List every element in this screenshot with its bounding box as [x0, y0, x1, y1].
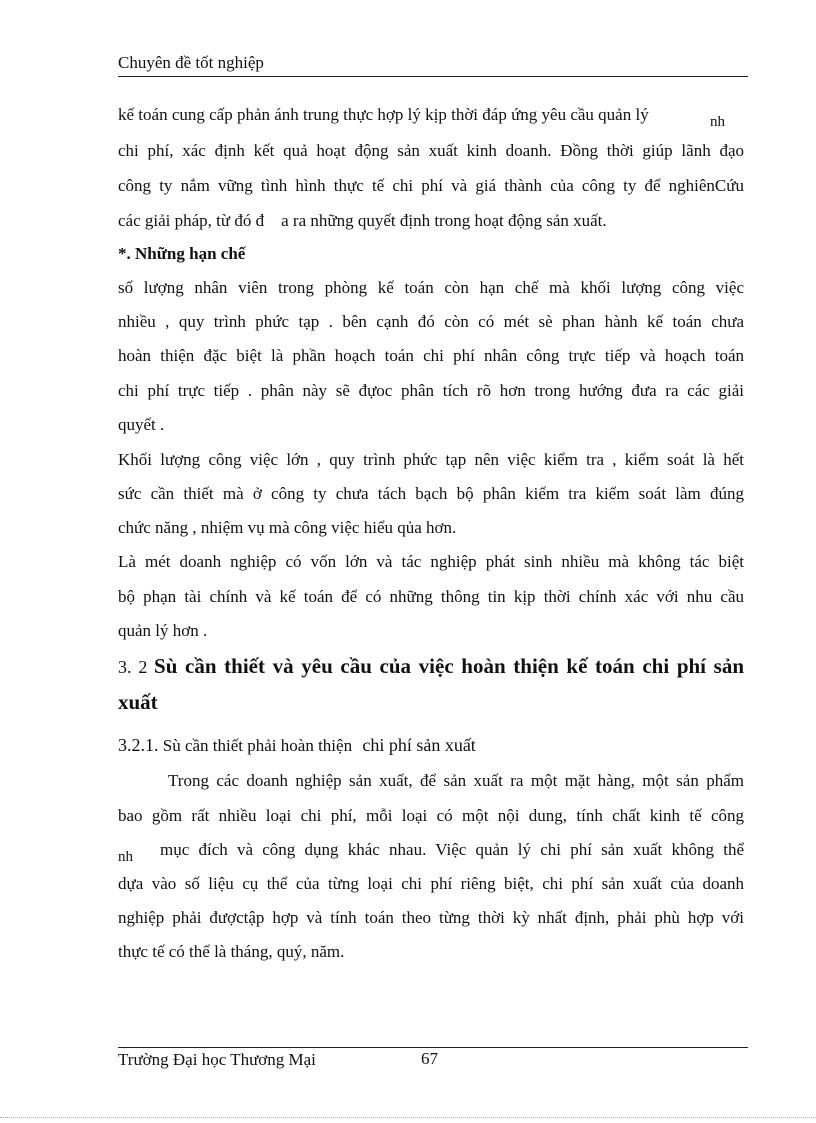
- text-span: kế toán cung cấp phản ánh trung thực hợp lý kịp thời đáp ứng yêu cầu quản lý: [118, 105, 649, 124]
- subsection-number: 3.2.1.: [118, 735, 159, 755]
- text-line: các giải pháp, từ đó đ a ra những quyết định trong hoạt động sản xuất.: [118, 211, 607, 230]
- text-line: mục đích và công dụng khác nhau. Việc quản lý chi phí sản xuất không thể: [160, 840, 744, 859]
- text-line: chi phí, xác định kết quả hoạt động sản xuất kinh doanh. Đồng thời giúp lãnh đạo: [118, 141, 744, 160]
- page-number: 67: [421, 1049, 438, 1068]
- text-line: hoàn thiện đặc biệt là phần hoạch toán chi phí nhân công trực tiếp và hoạch toán: [118, 346, 744, 365]
- text-line: [118, 104, 708, 126]
- text-line: bộ phạn tài chính và kế toán để có những thông tin kịp thời chính xác với nhu cầu: [118, 587, 744, 606]
- text-line: thực tế có thể là tháng, quý, năm.: [118, 942, 345, 961]
- subsection-title: Sù cần thiết phải hoàn thiện: [162, 736, 353, 755]
- text-line: quản lý hơn .: [118, 621, 208, 640]
- text-line: chi phí trực tiếp . phân này sẽ đựoc phân tích rõ hơn trong hướng đưa ra các giải: [118, 381, 744, 400]
- section-number: 3. 2: [118, 657, 148, 677]
- stray-fragment: nh: [710, 114, 725, 130]
- footer-rule: [118, 1047, 748, 1048]
- text-line: bao gồm rất nhiều loại chi phí, mỗi loại có một nội dung, tính chất kinh tế công: [118, 806, 744, 825]
- section-title: Sù cần thiết và yêu cầu của việc hoàn thiện kế toán chi phí sản: [154, 654, 745, 678]
- text-line: [710, 104, 750, 130]
- subsection-title-tail: chi phí sản xuất: [362, 735, 476, 755]
- text-line: Khối lượng công việc lớn , quy trình phức tạp nên việc kiểm tra , kiểm soát là hết: [118, 450, 744, 469]
- footer-school: Trường Đại học Thương Mại: [118, 1050, 316, 1069]
- section-heading: [118, 655, 744, 679]
- text-line: Trong các doanh nghiệp sản xuất, để sản xuất ra một mặt hàng, một sản phẩm: [168, 771, 744, 790]
- subsection-heading: [118, 734, 744, 757]
- section-title-cont: xuất: [118, 690, 158, 714]
- stray-fragment: nh: [118, 849, 133, 865]
- page-header: [118, 50, 748, 77]
- limitations-heading: *. Những hạn chế: [118, 244, 246, 263]
- text-line: dựa vào số liệu cụ thể của từng loại chi phí riêng biệt, chi phí sản xuất của doanh: [118, 874, 744, 893]
- text-line: chức năng , nhiệm vụ mà công việc hiểu qủa hơn.: [118, 518, 457, 537]
- text-line: sức cần thiết mà ở công ty chưa tách bạch bộ phân kiểm tra kiểm soát làm đúng: [118, 484, 744, 503]
- text-line: công ty nắm vững tình hình thực tế chi phí và giá thành của công ty để nghiênCứu: [118, 176, 744, 195]
- text-line: Là mét doanh nghiệp có vốn lớn và tác nghiệp phát sinh nhiều mà không tác biệt: [118, 552, 744, 571]
- header-title: Chuyên đề tốt nghiệp: [118, 53, 264, 72]
- text-line: số lượng nhân viên trong phòng kế toán còn hạn chế mà khối lượng công việc: [118, 278, 744, 297]
- page-edge-dots: [0, 1117, 816, 1118]
- text-line: nghiệp phải đượctập hợp và tính toán theo từng thời kỳ nhất định, phải phù hợp với: [118, 908, 744, 927]
- text-line: nhiều , quy trình phức tạp . bên cạnh đó còn có mét sè phan hành kế toán chưa: [118, 312, 744, 331]
- text-line: quyết .: [118, 415, 165, 434]
- text-line: [118, 839, 158, 865]
